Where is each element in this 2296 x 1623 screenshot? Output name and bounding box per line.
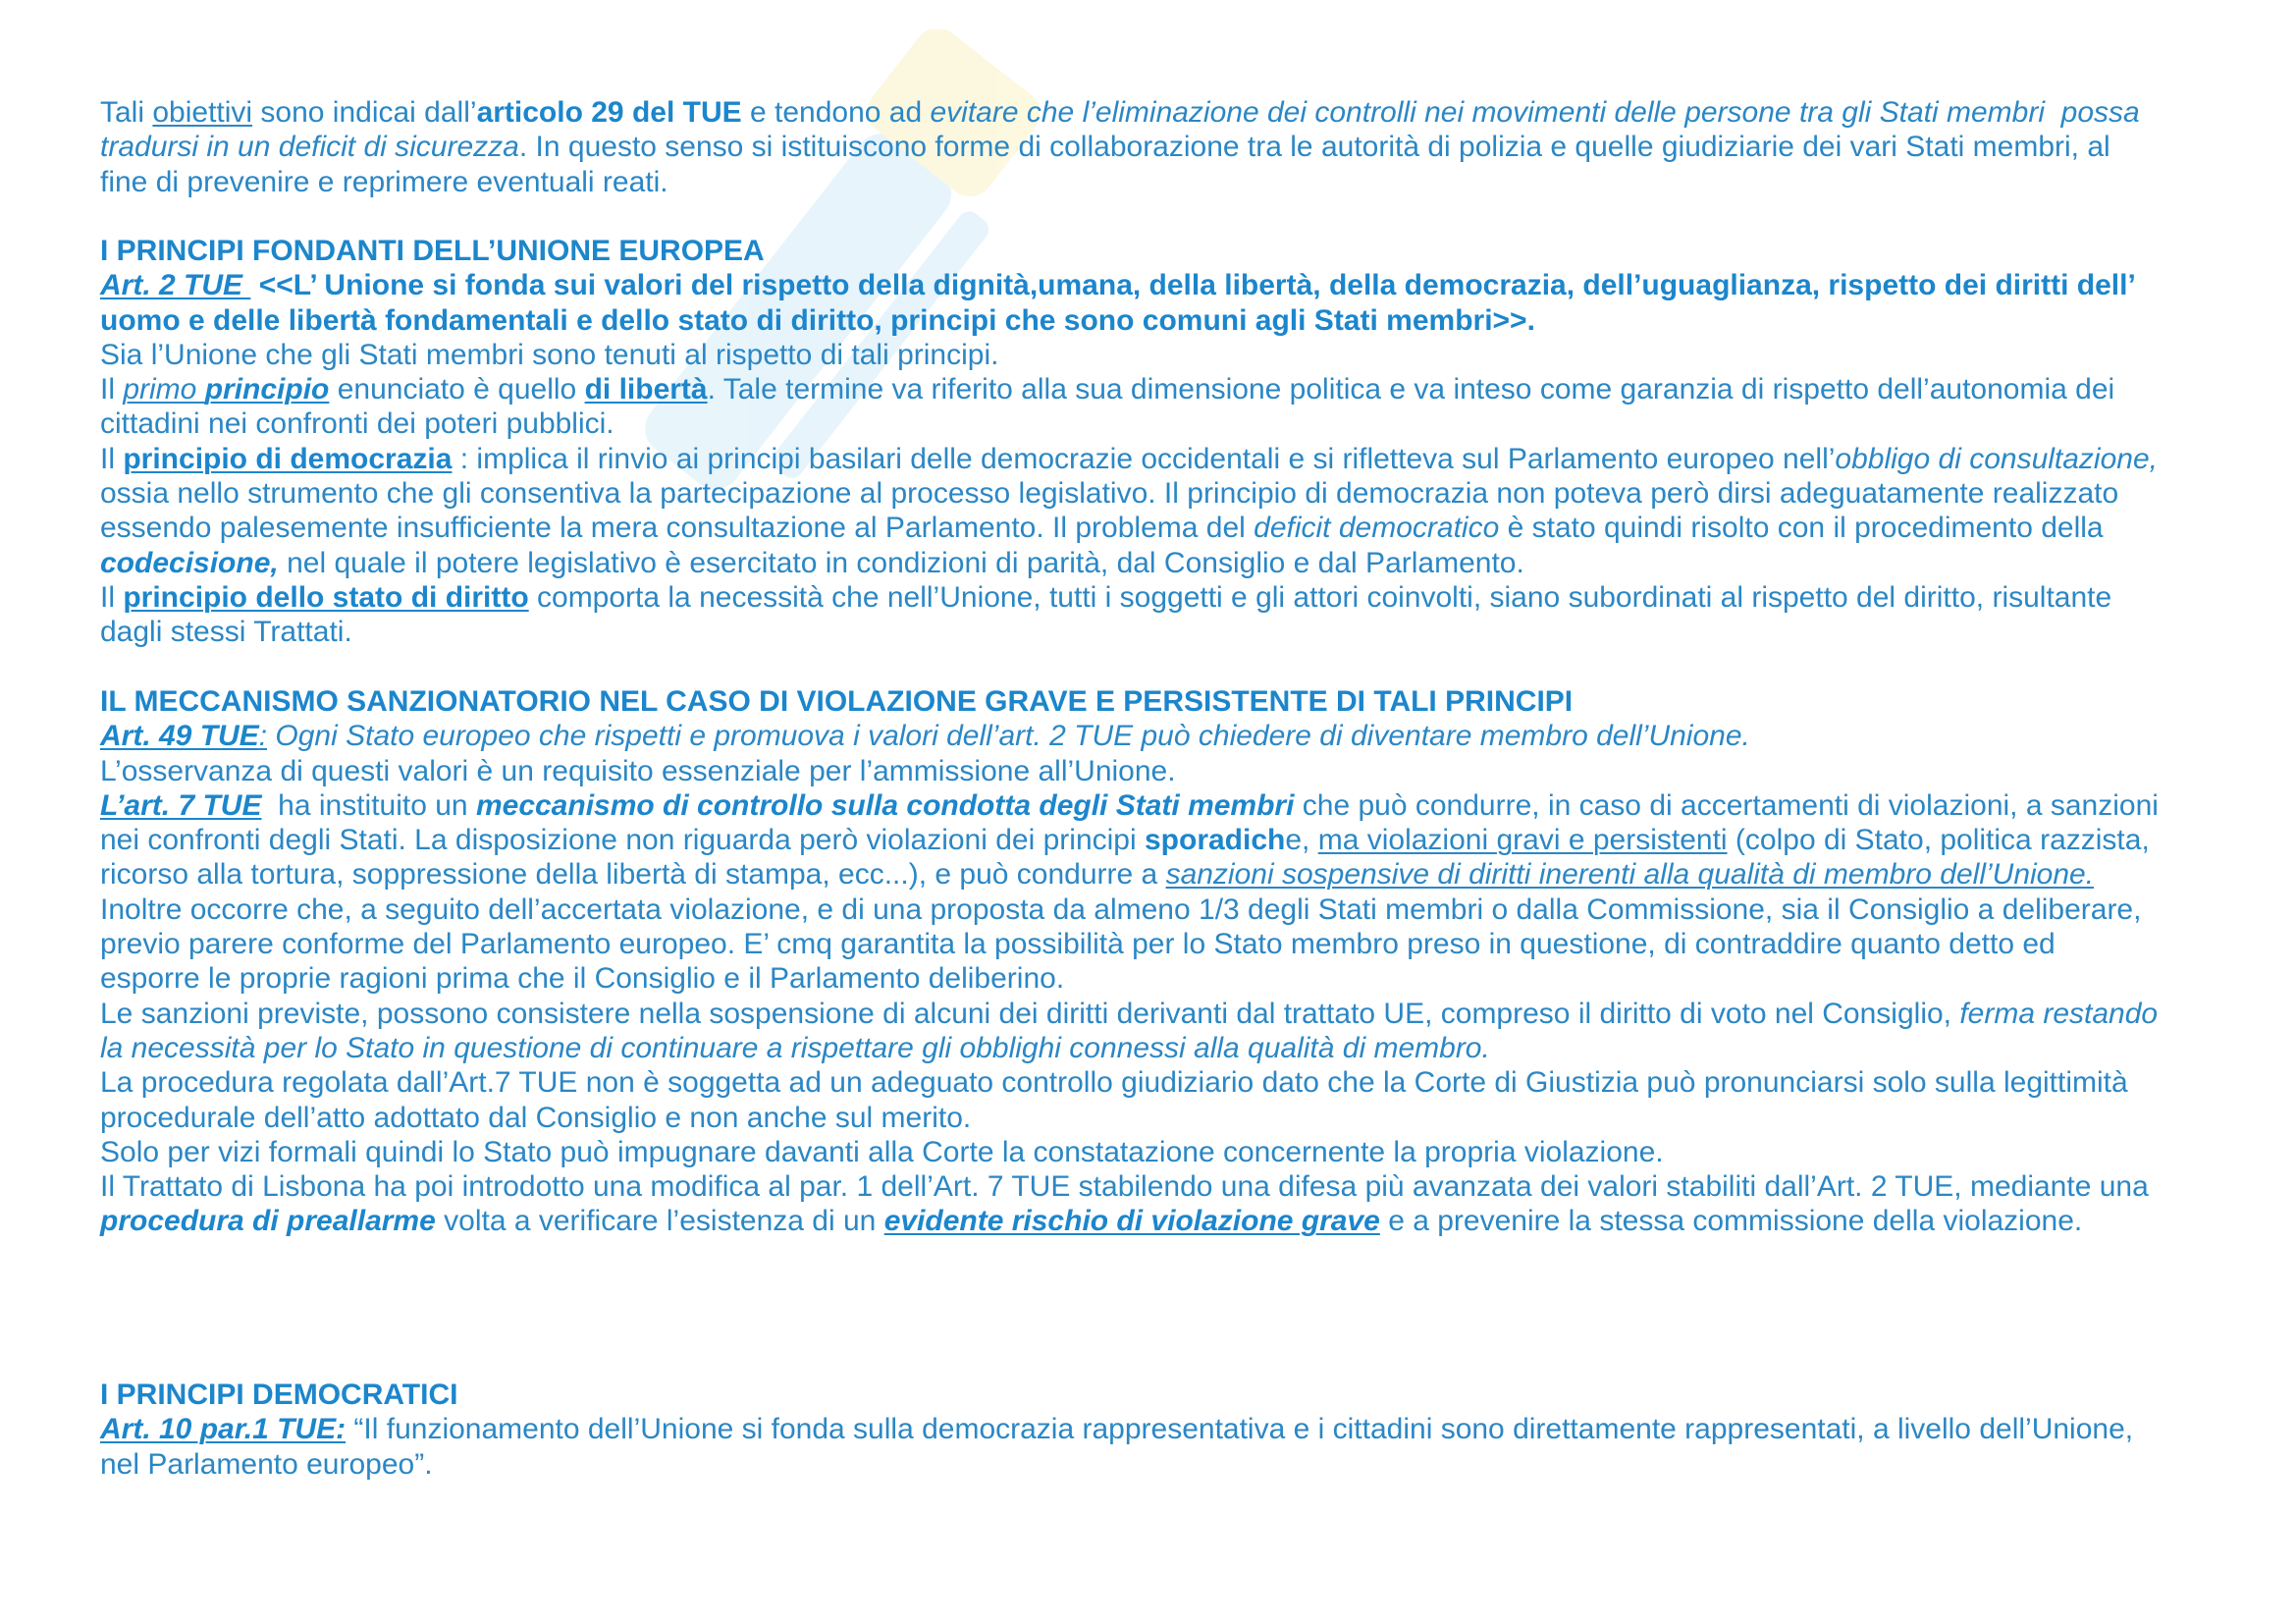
- text-run: nel quale il potere legislativo è esercitato in condizioni di parità, dal Consiglio e dal Parlamento.: [278, 546, 1524, 579]
- bold-underlined-text: principio di democrazia: [123, 442, 453, 475]
- italic-underlined-text: sanzioni sospensive di diritti inerenti alla qualità di membro dell’Unione.: [1165, 858, 2095, 892]
- text-line: [100, 511, 2240, 545]
- section-heading: IL MECCANISMO SANZIONATORIO NEL CASO DI VIOLAZIONE GRAVE E PERSISTENTE DI TALI PRINCIPI: [100, 685, 1574, 718]
- text-line: [100, 927, 2240, 961]
- text-run: enunciato è quello: [329, 373, 585, 406]
- text-run: . Tale termine va riferito alla sua dimensione politica e va inteso come garanzia di rispetto dell’autonomia dei: [707, 373, 2115, 406]
- text-line: [100, 406, 2240, 441]
- bold-italic-underlined-text: L’art. 7 TUE: [100, 788, 262, 822]
- text-line: [100, 1135, 2240, 1169]
- italic-text: la necessità per lo Stato in questione di continuare a rispettare gli obblighi connessi alla qualità di membro.: [100, 1031, 1490, 1064]
- text-line: [100, 719, 2240, 753]
- text-line: [100, 1065, 2240, 1100]
- text-run: Inoltre occorre che, a seguito dell’accertata violazione, e di una proposta da almeno 1/3 degli Stati membri o dalla Commissione, sia il Consiglio a deliberare,: [100, 893, 2142, 926]
- italic-text: tradursi in un deficit di sicurezza: [100, 131, 519, 164]
- text-run: e a prevenire la stessa commissione della violazione.: [1379, 1205, 2083, 1238]
- text-run: ossia nello strumento che gli consentiva la partecipazione al processo legislativo. Il principio di democrazia non poteva però dirsi adeguatamente realizzato: [100, 477, 2119, 511]
- text-line: [100, 546, 2240, 580]
- text-run: Il: [100, 373, 124, 406]
- text-run: è stato quindi risolto con il procedimento della: [1499, 512, 2104, 545]
- text-run: e,: [1285, 824, 1318, 857]
- italic-text: evitare che l’eliminazione dei controlli nei movimenti delle persone tra gli Stati membri possa: [930, 96, 2140, 129]
- text-run: volta a verificare l’esistenza di un: [435, 1205, 884, 1238]
- text-line: [100, 823, 2240, 857]
- text-line: [100, 95, 2240, 130]
- text-run: Sia l’Unione che gli Stati membri sono tenuti al rispetto di tali principi.: [100, 338, 999, 371]
- text-line: [100, 476, 2240, 511]
- text-run: e tendono ad: [741, 96, 931, 129]
- bold-underlined-text: principio dello stato di diritto: [123, 580, 529, 614]
- text-line: [100, 442, 2240, 476]
- text-line: [100, 165, 2240, 199]
- underlined-text: obiettivi: [152, 96, 253, 129]
- text-run: Le sanzioni previste, possono consistere nella sospensione di alcuni dei diritti derivanti dal trattato UE, compreso il diritto di voto nel Consiglio,: [100, 997, 1960, 1030]
- bold-italic-underlined-text: Art. 49 TUE: [100, 720, 259, 753]
- text-run: : implica il rinvio ai principi basilari delle democrazie occidentali e si rifletteva sul Parlamento europeo nell’: [452, 442, 1836, 475]
- text-run: essendo palesemente insufficiente la mera consultazione al Parlamento. Il problema del: [100, 512, 1255, 545]
- text-run: che può condurre, in caso di accertamenti di violazioni, a sanzioni: [1294, 788, 2159, 822]
- text-run: nel Parlamento europeo”.: [100, 1447, 433, 1481]
- text-run: La procedura regolata dall’Art.7 TUE non è soggetta ad un adeguato controllo giudiziario dato che la Corte di Giustizia può pronunciarsi solo sulla legittimità: [100, 1066, 2128, 1100]
- text-line: [100, 1101, 2240, 1135]
- bold-italic-text: codecisione,: [100, 546, 279, 579]
- section-body: [100, 268, 2240, 649]
- text-line: [100, 303, 2240, 338]
- text-run: . In questo senso si istituiscono forme di collaborazione tra le autorità di polizia e quelle giudiziarie dei vari Stati membri, al: [518, 131, 2110, 164]
- text-run: sono indicai dall’: [252, 96, 477, 129]
- bold-italic-underlined-text: Art. 2 TUE: [100, 269, 251, 302]
- bold-italic-underlined-text: evidente rischio di violazione grave: [883, 1205, 1380, 1238]
- underlined-text: ma violazioni gravi e persistenti: [1317, 824, 1728, 857]
- text-line: [100, 130, 2240, 164]
- text-line: [100, 754, 2240, 788]
- text-run: esporre le proprie ragioni prima che il Consiglio e il Parlamento deliberino.: [100, 962, 1065, 996]
- italic-underlined-text: primo: [123, 373, 205, 406]
- section-body: [100, 1412, 2240, 1482]
- section-heading: I PRINCIPI DEMOCRATICI: [100, 1379, 458, 1411]
- text-line: [100, 997, 2240, 1031]
- bold-italic-text: meccanismo di controllo sulla condotta degli Stati membri: [475, 788, 1295, 822]
- section-heading: I PRINCIPI FONDANTI DELL’UNIONE EUROPEA: [100, 235, 765, 267]
- text-line: [100, 961, 2240, 996]
- bold-italic-text: procedura di preallarme: [100, 1205, 436, 1238]
- section-body: [100, 719, 2240, 1238]
- text-run: dagli stessi Trattati.: [100, 616, 352, 649]
- text-line: [100, 893, 2240, 927]
- text-line: [100, 1031, 2240, 1065]
- italic-text: ferma restando: [1959, 997, 2159, 1030]
- bold-text: sporadich: [1144, 824, 1286, 857]
- text-run: Tali: [100, 96, 153, 129]
- text-line: [100, 580, 2240, 615]
- text-run: Il Trattato di Lisbona ha poi introdotto una modifica al par. 1 dell’Art. 7 TUE stabilendo una difesa più avanzata dei valori stabiliti dall’Art. 2 TUE, mediante una: [100, 1170, 2149, 1204]
- text-line: [100, 1447, 2240, 1482]
- text-line: [100, 268, 2240, 302]
- italic-text: obbligo di consultazione,: [1835, 442, 2158, 475]
- section-meccanismo-sanzionatorio: [100, 684, 2240, 1239]
- text-run: Il: [100, 580, 124, 614]
- text-run: L’osservanza di questi valori è un requisito essenziale per l’ammissione all’Unione.: [100, 754, 1176, 787]
- text-run: ricorso alla tortura, soppressione della libertà di stampa, ecc...), e può condurre a: [100, 858, 1166, 892]
- text-run: (colpo di Stato, politica razzista,: [1727, 824, 2150, 857]
- section-principi-fondanti: [100, 234, 2240, 650]
- bold-text: uomo e delle libertà fondamentali e dello stato di diritto, principi che sono comuni agli Stati membri>>.: [100, 303, 1535, 337]
- text-run: Il: [100, 442, 124, 475]
- text-line: [100, 372, 2240, 406]
- italic-underlined-text: :: [258, 720, 268, 753]
- text-run: Solo per vizi formali quindi lo Stato può impugnare davanti alla Corte la constatazione concernente la propria violazione.: [100, 1135, 1664, 1168]
- text-run: nei confronti degli Stati. La disposizione non riguarda però violazioni dei principi: [100, 824, 1145, 857]
- paragraph-lines: [100, 95, 2240, 199]
- italic-text: Ogni Stato europeo che rispetti e promuova i valori dell’art. 2 TUE può chiedere di diventare membro dell’Unione.: [267, 720, 1750, 753]
- italic-text: deficit democratico: [1254, 512, 1500, 545]
- bold-text: <<L’ Unione si fonda sui valori del rispetto della dignità,umana, della libertà, della democrazia, dell’uguaglianza, rispetto dei diritti dell’: [250, 269, 2136, 302]
- text-run: previo parere conforme del Parlamento europeo. E’ cmq garantita la possibilità per lo Stato membro preso in questione, di contraddire quanto detto ed: [100, 928, 2056, 961]
- text-run: cittadini nei confronti dei poteri pubblici.: [100, 407, 614, 441]
- intro-paragraph: [100, 95, 2240, 199]
- text-line: [100, 1169, 2240, 1204]
- text-line: [100, 338, 2240, 372]
- text-run: ha instituito un: [261, 788, 476, 822]
- text-run: fine di prevenire e reprimere eventuali reati.: [100, 165, 668, 198]
- text-line: [100, 857, 2240, 892]
- text-line: [100, 1204, 2240, 1238]
- section-principi-democratici: [100, 1378, 2240, 1482]
- text-line: [100, 615, 2240, 649]
- text-run: “Il funzionamento dell’Unione si fonda sulla democrazia rappresentativa e i cittadini sono direttamente rappresentati, a livello dell’Unione,: [346, 1413, 2134, 1446]
- bold-italic-underlined-text: principio: [204, 373, 330, 406]
- bold-italic-underlined-text: Art. 10 par.1 TUE:: [100, 1413, 347, 1446]
- bold-underlined-text: di libertà: [584, 373, 708, 406]
- text-line: [100, 1412, 2240, 1446]
- text-run: procedurale dell’atto adottato dal Consiglio e non anche sul merito.: [100, 1101, 972, 1134]
- bold-text: articolo 29 del TUE: [476, 96, 742, 129]
- text-run: comporta la necessità che nell’Unione, tutti i soggetti e gli attori coinvolti, siano subordinati al rispetto del diritto, risultante: [528, 580, 2112, 614]
- text-line: [100, 788, 2240, 823]
